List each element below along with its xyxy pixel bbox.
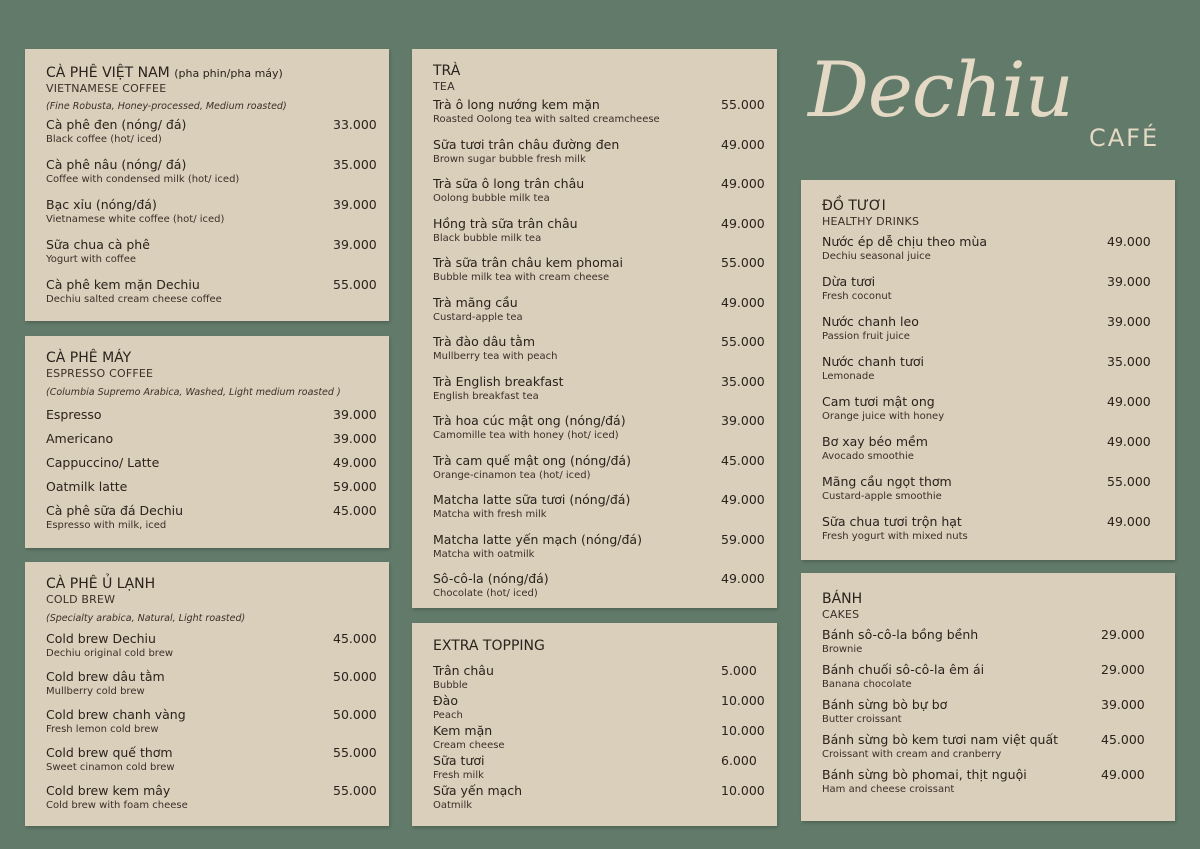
item-english-name: Fresh milk: [433, 770, 484, 781]
menu-item: [46, 407, 377, 431]
item-price: 10.000: [721, 723, 765, 738]
menu-item: [433, 663, 757, 693]
item-price: 6.000: [721, 753, 757, 768]
menu-item: [433, 97, 765, 137]
item-price: 55.000: [1107, 474, 1151, 489]
item-english-name: Black bubble milk tea: [433, 232, 542, 244]
item-english-name: Orange juice with honey: [822, 411, 945, 422]
menu-item: [433, 136, 765, 177]
item-name: Matcha latte yến mạch (nóng/đá): [433, 531, 642, 547]
item-english-name: English breakfast tea: [433, 390, 539, 402]
item-name: Cappuccino/ Latte: [46, 455, 160, 470]
item-name: Cold brew dâu tằm: [46, 669, 165, 684]
item-name: Dừa tươi: [822, 274, 876, 289]
menu-item: [822, 662, 1155, 697]
item-name: Cà phê kem mặn Dechiu: [46, 277, 200, 292]
item-name: Trà đào dâu tằm: [433, 334, 536, 349]
item-name: Trà cam quế mật ong (nóng/đá): [433, 452, 631, 468]
menu-item: [433, 294, 765, 335]
item-name: Cà phê đen (nóng/ đá): [46, 117, 187, 132]
item-name: Trà sữa trân châu kem phomai: [433, 255, 624, 270]
item-english-name: Bubble: [433, 680, 468, 691]
menu-item: [46, 745, 377, 783]
item-name: Trà English breakfast: [433, 373, 564, 389]
item-english-name: Croissant with cream and cranberry: [822, 749, 1002, 760]
item-english-name: Orange-cinamon tea (hot/ iced): [433, 469, 591, 481]
menu-item: [822, 354, 1155, 394]
section-healthy-drinks: [801, 180, 1175, 560]
item-name: Bánh sừng bò bự bơ: [822, 697, 948, 712]
item-english-name: Passion fruit juice: [822, 331, 910, 342]
item-english-name: Camomille tea with honey (hot/ iced): [433, 430, 619, 441]
item-price: 50.000: [333, 669, 377, 684]
section-vietnamese-coffee: [25, 49, 389, 321]
menu-item: [46, 117, 377, 157]
item-price: 55.000: [333, 745, 377, 760]
item-name: Trà sữa ô long trân châu: [433, 176, 585, 191]
section-title: BÁNH: [822, 591, 863, 607]
section-title: ĐỒ TƯƠI: [822, 198, 886, 214]
item-english-name: Avocado smoothie: [822, 451, 914, 462]
section-extra-topping: [412, 623, 777, 826]
item-price: 55.000: [333, 783, 377, 798]
item-english-name: Fresh coconut: [822, 291, 892, 302]
menu-item: [433, 753, 757, 783]
item-name: Sữa chua tươi trộn hạt: [822, 514, 962, 529]
section-title: EXTRA TOPPING: [433, 638, 545, 654]
item-price: 49.000: [1107, 514, 1151, 529]
item-name: Matcha latte sữa tươi (nóng/đá): [433, 492, 631, 507]
menu-item: [46, 479, 377, 503]
item-english-name: Matcha with fresh milk: [433, 509, 547, 520]
item-name: Đào: [433, 693, 458, 708]
menu-item: [433, 215, 765, 256]
section-note: (Fine Robusta, Honey-processed, Medium roasted): [46, 101, 287, 112]
item-price: 45.000: [333, 503, 377, 518]
menu-item: [822, 627, 1155, 662]
item-name: Oatmilk latte: [46, 479, 128, 494]
item-english-name: Peach: [433, 710, 463, 721]
menu-item: [822, 234, 1155, 274]
item-english-name: Coffee with condensed milk (hot/ iced): [46, 174, 240, 185]
menu-item: [46, 237, 377, 277]
item-name: Bánh sừng bò kem tươi nam việt quất: [822, 732, 1059, 747]
brand-subtitle: CAFÉ: [1089, 124, 1160, 152]
item-english-name: Oatmilk: [433, 800, 473, 811]
item-name: Cold brew chanh vàng: [46, 707, 186, 722]
item-english-name: Black coffee (hot/ iced): [46, 134, 162, 145]
item-price: 49.000: [721, 571, 765, 586]
item-english-name: Oolong bubble milk tea: [433, 193, 550, 204]
item-price: 39.000: [333, 407, 377, 422]
menu-item: [822, 434, 1155, 474]
menu-item: [433, 783, 765, 813]
item-price: 45.000: [333, 631, 377, 646]
item-price: 49.000: [1101, 767, 1145, 782]
item-price: 49.000: [1107, 394, 1151, 409]
item-price: 55.000: [721, 255, 765, 270]
item-name: Trân châu: [433, 663, 494, 678]
item-price: 49.000: [721, 492, 765, 507]
menu-item: [46, 669, 377, 707]
item-price: 55.000: [333, 277, 377, 292]
section-title: CÀ PHÊ VIỆT NAM (pha phin/pha máy): [46, 65, 283, 81]
section-subtitle: TEA: [433, 80, 455, 93]
menu-item: [822, 274, 1155, 314]
item-price: 35.000: [721, 373, 765, 389]
menu-item: [46, 503, 377, 531]
section-title: CÀ PHÊ Ủ LẠNH: [46, 576, 156, 592]
item-price: 39.000: [333, 431, 377, 446]
section-title: CÀ PHÊ MÁY: [46, 350, 132, 366]
menu-item: [822, 767, 1155, 802]
item-price: 49.000: [1107, 434, 1151, 449]
section-title: TRÀ: [433, 63, 461, 79]
item-english-name: Vietnamese white coffee (hot/ iced): [46, 214, 225, 225]
item-price: 49.000: [1107, 234, 1151, 249]
menu-item: [46, 277, 377, 317]
item-name: Cà phê nâu (nóng/ đá): [46, 157, 187, 172]
item-price: 59.000: [333, 479, 377, 494]
menu-item: [46, 157, 377, 197]
item-english-name: Roasted Oolong tea with salted creamcheese: [433, 114, 660, 125]
menu-item: [822, 514, 1155, 554]
item-name: Hồng trà sữa trân châu: [433, 215, 578, 231]
item-price: 35.000: [1107, 354, 1151, 369]
section-subtitle: HEALTHY DRINKS: [822, 215, 920, 228]
item-english-name: Cold brew with foam cheese: [46, 800, 188, 811]
item-english-name: Bubble milk tea with cream cheese: [433, 272, 610, 283]
item-english-name: Dechiu seasonal juice: [822, 251, 931, 262]
item-english-name: Brown sugar bubble fresh milk: [433, 153, 586, 165]
item-name: Nước chanh tươi: [822, 354, 924, 369]
item-english-name: Matcha with oatmilk: [433, 548, 535, 560]
item-name: Sữa tươi trân châu đường đen: [433, 136, 620, 152]
item-name: Bạc xỉu (nóng/đá): [46, 197, 157, 212]
item-name: Cold brew Dechiu: [46, 631, 156, 646]
item-name: Sữa tươi: [433, 753, 485, 768]
item-name: Kem mặn: [433, 723, 493, 738]
menu-item: [822, 732, 1155, 767]
item-english-name: Custard-apple tea: [433, 311, 523, 323]
menu-item: [433, 255, 765, 295]
item-price: 39.000: [1101, 697, 1145, 712]
item-price: 49.000: [721, 215, 765, 231]
item-english-name: Brownie: [822, 644, 863, 655]
item-price: 59.000: [721, 531, 765, 547]
item-english-name: Mullberry cold brew: [46, 686, 145, 697]
menu-item: [433, 452, 765, 493]
section-subtitle: CAKES: [822, 608, 860, 621]
item-name: Cam tươi mật ong: [822, 394, 935, 409]
item-price: 39.000: [333, 197, 377, 212]
item-english-name: Cream cheese: [433, 740, 505, 751]
menu-item: [46, 455, 377, 479]
item-price: 45.000: [1101, 732, 1145, 747]
item-name: Sô-cô-la (nóng/đá): [433, 571, 549, 586]
item-name: Nước chanh leo: [822, 314, 919, 329]
section-cold-brew: [25, 562, 389, 826]
section-subtitle: COLD BREW: [46, 593, 116, 606]
item-price: 29.000: [1101, 662, 1145, 677]
menu-item: [433, 571, 765, 611]
item-name: Mãng cầu ngọt thơm: [822, 474, 952, 489]
item-price: 33.000: [333, 117, 377, 132]
item-name: Bánh sô-cô-la bồng bềnh: [822, 627, 979, 642]
section-note: (Columbia Supremo Arabica, Washed, Light medium roasted ): [46, 387, 341, 398]
item-name: Cà phê sữa đá Dechiu: [46, 503, 184, 518]
menu-item: [46, 431, 377, 455]
item-english-name: Fresh lemon cold brew: [46, 724, 159, 735]
item-price: 39.000: [1107, 274, 1151, 289]
menu-item: [433, 492, 765, 532]
item-price: 50.000: [333, 707, 377, 722]
menu-item: [433, 176, 765, 216]
menu-item: [822, 314, 1155, 354]
item-price: 55.000: [721, 334, 765, 349]
menu-item: [433, 334, 765, 374]
menu-item: [822, 697, 1155, 732]
section-subtitle: ESPRESSO COFFEE: [46, 367, 154, 380]
item-english-name: Mullberry tea with peach: [433, 351, 558, 362]
item-price: 35.000: [333, 157, 377, 172]
item-english-name: Dechiu salted cream cheese coffee: [46, 294, 222, 305]
item-english-name: Fresh yogurt with mixed nuts: [822, 531, 968, 542]
menu-item: [46, 631, 377, 669]
item-name: Trà mãng cầu: [433, 294, 518, 310]
item-name: Bơ xay béo mềm: [822, 434, 928, 449]
item-name: Cold brew quế thơm: [46, 745, 173, 760]
item-english-name: Banana chocolate: [822, 679, 912, 690]
item-price: 49.000: [721, 176, 765, 191]
item-price: 55.000: [721, 97, 765, 112]
item-english-name: Lemonade: [822, 371, 875, 382]
item-english-name: Dechiu original cold brew: [46, 648, 174, 659]
item-price: 5.000: [721, 663, 757, 678]
item-name: Bánh chuối sô-cô-la êm ái: [822, 662, 985, 677]
item-price: 49.000: [333, 455, 377, 470]
menu-item: [433, 413, 765, 453]
item-price: 49.000: [721, 136, 765, 152]
section-note: (Specialty arabica, Natural, Light roasted): [46, 613, 246, 624]
item-name: Cold brew kem mây: [46, 783, 171, 798]
item-english-name: Butter croissant: [822, 714, 902, 725]
item-english-name: Yogurt with coffee: [46, 254, 136, 265]
item-english-name: Sweet cinamon cold brew: [46, 762, 175, 773]
item-name: Sữa chua cà phê: [46, 237, 150, 252]
item-price: 10.000: [721, 783, 765, 798]
item-name: Espresso: [46, 407, 102, 422]
section-tea: [412, 49, 777, 608]
menu-item: [433, 723, 765, 753]
item-english-name: Espresso with milk, iced: [46, 520, 167, 531]
menu-item: [433, 531, 765, 572]
item-name: Trà ô long nướng kem mặn: [433, 97, 600, 112]
menu-item: [822, 474, 1155, 514]
brand-logo: Dechiu: [808, 45, 1073, 134]
item-price: 39.000: [333, 237, 377, 252]
item-name: Trà hoa cúc mật ong (nóng/đá): [433, 413, 626, 428]
item-english-name: Custard-apple smoothie: [822, 491, 942, 502]
item-price: 39.000: [721, 413, 765, 428]
section-subtitle: VIETNAMESE COFFEE: [46, 82, 167, 95]
item-name: Nước ép dễ chịu theo mùa: [822, 234, 988, 249]
item-name: Sữa yến mạch: [433, 783, 523, 798]
item-price: 29.000: [1101, 627, 1145, 642]
menu-item: [433, 693, 765, 723]
item-price: 39.000: [1107, 314, 1151, 329]
item-english-name: Chocolate (hot/ iced): [433, 588, 538, 599]
menu-item: [46, 707, 377, 745]
menu-item: [433, 373, 765, 414]
section-cakes: [801, 573, 1175, 821]
item-name: Americano: [46, 431, 114, 446]
menu-item: [822, 394, 1155, 434]
item-price: 49.000: [721, 294, 765, 310]
item-price: 45.000: [721, 452, 765, 468]
menu-item: [46, 783, 377, 821]
item-price: 10.000: [721, 693, 765, 708]
menu-item: [46, 197, 377, 237]
item-english-name: Ham and cheese croissant: [822, 784, 955, 795]
item-name: Bánh sừng bò phomai, thịt nguội: [822, 767, 1027, 782]
section-espresso-coffee: [25, 336, 389, 548]
